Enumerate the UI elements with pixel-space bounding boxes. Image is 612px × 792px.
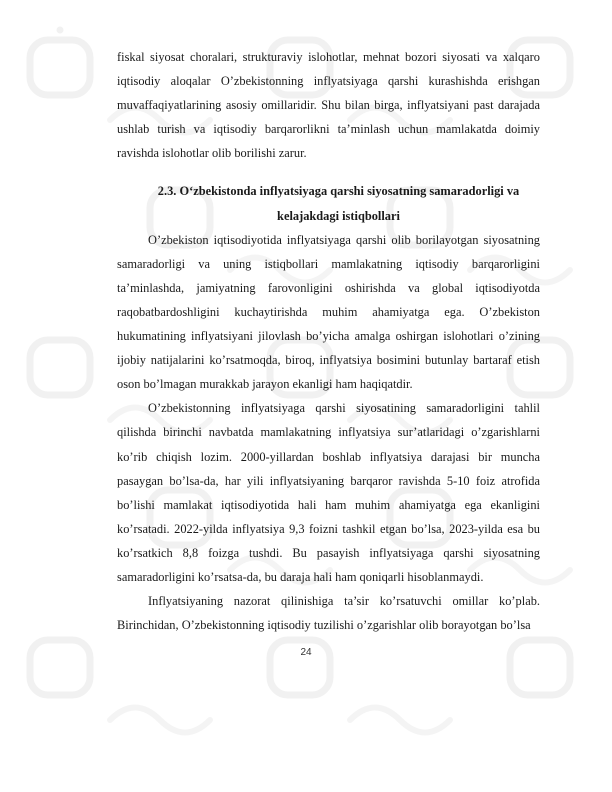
body-paragraph-1: O’zbekiston iqtisodiyotida inflyatsiyaga qarshi olib borilayotgan siyosatning samaradorligi va uning istiqbollari mamlakatning iqtisodiy barqarorligini ta’minlashda, jamiyatning farovonligini oshirishda va global iqtisodiyotda raqobatbardoshligini kuchaytirishda muhim ahamiyatga ega. O’zbekiston hukumatining inflyatsiyani jilovlash bo’yicha amalga oshirgan islohotlari o’zining ijobiy natijalarini ko’rsatmoqda, biroq, inflyatsiya bosimini butunlay bartaraf etish oson bo’lmagan murakkab jarayon ekanligi ham haqiqatdir. (117, 232, 540, 392)
body-paragraph-2: O’zbekistonning inflyatsiyaga qarshi siyosatining samaradorligini tahlil qilishda birinchi navbatda mamlakatning inflyatsiya sur’atlaridagi o’zgarishlarni ko’rib chiqish lozim. 2000-yillardan boshlab inflyatsiya darajasi bir muncha pasaygan bo’lsa-da, har yili inflyatsiyaning barqaror ravishda 5-10 foiz atrofida bo’lishi mamlakat iqtisodiyotida hali ham muhim ahamiyatga ega ekanligini ko’rsatadi. 2022-yilda inflyatsiya 9,3 foizni tashkil etgan bo’lsa, 2023-yilda esa bu ko’rsatkich 8,8 foizga tushdi. Bu pasayish inflyatsiyaga qarshi siyosatning samaradorligini ko’rsatsa-da, bu daraja hali ham qoniqarli hisoblanmaydi. (117, 401, 540, 584)
section-heading: 2.3. O‘zbekistonda inflyatsiyaga qarshi siyosatning samaradorligi va kelajakdagi istiqbollari (157, 184, 520, 223)
document-body (117, 45, 540, 637)
body-paragraph-3: Inflyatsiyaning nazorat qilinishiga ta’sir ko’rsatuvchi omillar ko’plab. Birinchidan, O’zbekistonning iqtisodiy tuzilishi o’zgarishlar olib borayotgan bo’lsa (117, 594, 540, 633)
page-number: 24 (300, 647, 312, 658)
intro-paragraph: fiskal siyosat choralari, strukturaviy islohotlar, mehnat bozori siyosati va xalqaro iqtisodiy aloqalar O’zbekistonning inflyatsiyaga qarshi kurashishda erishgan muvaffaqiyatlarining asosiy omillaridir. Shu bilan birga, inflyatsiyani past darajada ushlab turish va iqtisodiy barqarorlikni ta’minlash uchun mamlakatda doimiy ravishda islohotlar olib borilishi zarur. (117, 50, 540, 161)
